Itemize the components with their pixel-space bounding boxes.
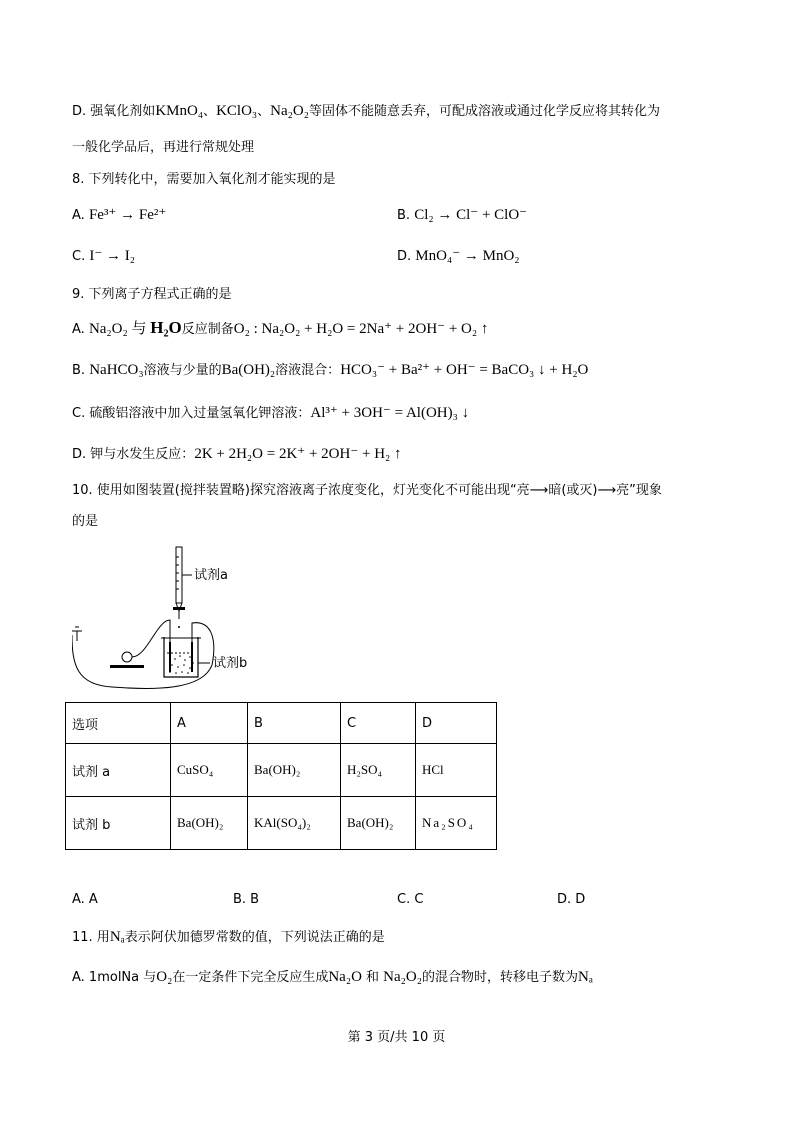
equation: HCO₃⁻ + Ba²⁺ + OH⁻ = BaCO₃ ↓ + H₂O	[340, 362, 589, 378]
table-row	[66, 797, 497, 850]
table-row	[66, 703, 497, 744]
option-label: D.	[397, 249, 412, 264]
q8-option-d	[397, 246, 520, 267]
option-label: C.	[72, 249, 86, 264]
table-cell: D	[416, 703, 497, 744]
formula: KMnO₄	[155, 103, 204, 119]
option-d-line	[72, 101, 660, 122]
q9-option-a	[72, 318, 488, 340]
text: 溶液混合：	[275, 363, 341, 378]
question-10-stem: 10. 使用如图装置(搅拌装置略)探究溶液离子浓度变化，灯光变化不可能出现“亮⟶暗(或灭)⟶亮”现象	[72, 483, 662, 498]
option-label: C.	[72, 406, 86, 421]
formula: MnO₄⁻ → MnO₂	[415, 248, 520, 264]
text: 溶液与少量的	[143, 363, 222, 378]
formula: Na₂O₂ 与	[88, 321, 151, 337]
table-cell: KAl(SO₄)₂	[248, 797, 341, 850]
q11-option-a	[72, 967, 593, 988]
table-cell: CuSO₄	[171, 744, 248, 797]
formula: H₂O	[150, 318, 182, 337]
table-cell: HCl	[416, 744, 497, 797]
formula: Na₂O	[328, 969, 362, 985]
table-row	[66, 744, 497, 797]
q9-option-d	[72, 444, 402, 465]
formula: Fe³⁺ → Fe²⁺	[88, 207, 167, 223]
q9-option-b	[72, 360, 588, 381]
reagent-b-label: 试剂b	[213, 656, 248, 671]
option-label: D.	[72, 104, 87, 119]
formula: O₂	[156, 969, 173, 985]
text: 11. 用	[72, 930, 110, 945]
option-label: D.	[72, 447, 87, 462]
text: 的混合物时，转移电子数为	[421, 970, 578, 985]
formula: Nₐ	[109, 929, 125, 945]
text: 强氧化剂如	[90, 104, 156, 119]
formula: Cl₂ → Cl⁻ + ClO⁻	[414, 207, 528, 223]
burette-icon	[176, 547, 182, 603]
separator: 、	[203, 104, 217, 119]
q10-choice-d: D. D	[557, 892, 586, 907]
formula: KClO₃	[216, 103, 258, 119]
table-cell: A	[171, 703, 248, 744]
option-label: A.	[72, 322, 85, 337]
reagent-table	[65, 702, 497, 850]
table-cell: Ba(OH)₂	[341, 797, 416, 850]
option-d-continuation: 一般化学品后，再进行常规处理	[72, 140, 255, 155]
table-cell: 试剂 b	[66, 797, 171, 850]
formula: NaHCO₃	[89, 362, 144, 378]
q8-option-b	[397, 205, 527, 226]
equation: 2K + 2H₂O = 2K⁺ + 2OH⁻ + H₂ ↑	[194, 446, 402, 462]
text: A. 1molNa 与	[72, 970, 157, 985]
q10-choice-c: C. C	[397, 892, 424, 907]
formula: Na₂O₂	[383, 969, 422, 985]
table-cell: Ba(OH)₂	[248, 744, 341, 797]
table-cell: Ba(OH)₂	[171, 797, 248, 850]
separator: 、	[257, 104, 271, 119]
table-cell: 选项	[66, 703, 171, 744]
equation: Al³⁺ + 3OH⁻ = Al(OH)₃ ↓	[310, 405, 470, 421]
formula: I⁻ → I₂	[89, 248, 135, 264]
text: 钾与水发生反应：	[90, 447, 195, 462]
question-9-stem: 9. 下列离子方程式正确的是	[72, 287, 232, 302]
table-cell: C	[341, 703, 416, 744]
q10-choice-b: B. B	[233, 892, 260, 907]
q10-choice-a: A. A	[72, 892, 98, 907]
table-cell: 试剂 a	[66, 744, 171, 797]
text: 和	[361, 970, 384, 985]
option-label: B.	[72, 363, 86, 378]
text: 表示阿伏加德罗常数的值，下列说法正确的是	[124, 930, 385, 945]
text: 反应制备	[181, 322, 234, 337]
text: 硫酸铝溶液中加入过量氢氧化钾溶液：	[89, 406, 311, 421]
question-10-stem-cont: 的是	[72, 514, 99, 529]
table-cell: Na₂SO₄	[416, 797, 497, 850]
text: 等固体不能随意丢弃，可配成溶液或通过化学反应将其转化为	[308, 104, 660, 119]
table-cell: H₂SO₄	[341, 744, 416, 797]
table-cell: B	[248, 703, 341, 744]
q8-option-a	[72, 205, 166, 226]
formula: Ba(OH)₂	[221, 362, 276, 378]
page-footer: 第 3 页/共 10 页	[347, 1030, 446, 1045]
formula: Na₂O₂	[270, 103, 309, 119]
reagent-a-label: 试剂a	[194, 568, 228, 583]
equation: O₂ : Na₂O₂ + H₂O = 2Na⁺ + 2OH⁻ + O₂ ↑	[233, 321, 489, 337]
option-label: B.	[397, 208, 411, 223]
formula: Nₐ	[577, 969, 593, 985]
q8-option-c	[72, 246, 135, 267]
q9-option-c	[72, 403, 469, 424]
question-11-stem	[72, 927, 385, 948]
bulb-icon	[122, 652, 132, 662]
text: 在一定条件下完全反应生成	[172, 970, 329, 985]
question-8-stem: 8. 下列转化中，需要加入氧化剂才能实现的是	[72, 172, 336, 187]
option-label: A.	[72, 208, 85, 223]
